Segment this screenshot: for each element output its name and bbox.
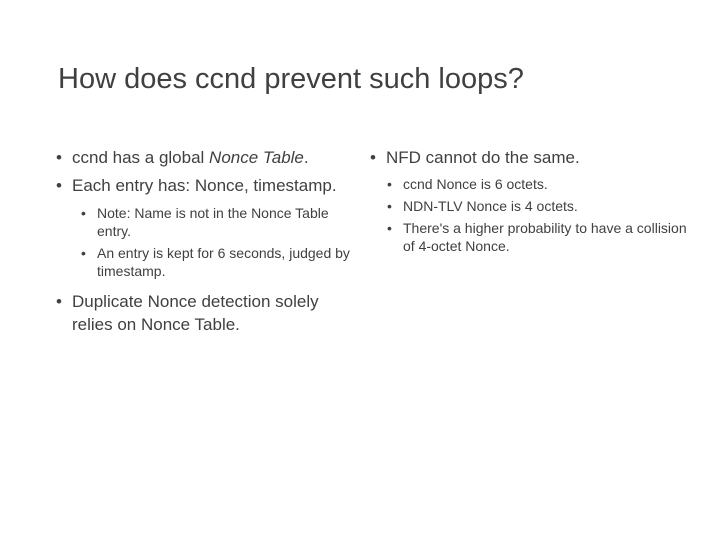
sub-bullet-entry-kept xyxy=(81,244,356,280)
sub-bullet-ccnd-nonce xyxy=(387,175,700,193)
bullet-text-suffix: . xyxy=(303,148,309,167)
bullet-nfd-cannot xyxy=(370,146,700,169)
sub-bullet-text: An entry is kept for 6 seconds, judged by timestamp. xyxy=(97,245,350,279)
sub-bullet-glyph: • xyxy=(387,220,392,236)
sub-bullet-glyph: • xyxy=(387,198,392,214)
bullet-glyph: • xyxy=(56,292,62,311)
bullet-duplicate-detection xyxy=(56,290,356,336)
sub-bullet-glyph: • xyxy=(81,205,86,221)
sub-bullet-text: There's a higher probability to have a collision of 4-octet Nonce. xyxy=(403,220,687,254)
sub-bullet-text: NDN-TLV Nonce is 4 octets. xyxy=(403,198,578,214)
bullet-glyph: • xyxy=(56,176,62,195)
bullet-text: Each entry has: Nonce, timestamp. xyxy=(72,176,337,195)
left-column xyxy=(56,146,356,341)
bullet-text: NFD cannot do the same. xyxy=(386,148,580,167)
sub-bullet-list xyxy=(81,204,356,280)
right-column xyxy=(370,146,700,265)
bullet-text: Duplicate Nonce detection solely relies on Nonce Table. xyxy=(72,292,319,334)
bullet-glyph: • xyxy=(370,148,376,167)
bullet-text-emphasis: Nonce Table xyxy=(209,148,304,167)
sub-bullet-text: Note: Name is not in the Nonce Table entry. xyxy=(97,205,329,239)
sub-bullet-text: ccnd Nonce is 6 octets. xyxy=(403,176,548,192)
sub-bullet-collision-probability xyxy=(387,219,700,255)
sub-bullet-name-not-in-entry xyxy=(81,204,356,240)
bullet-text-prefix: ccnd has a global xyxy=(72,148,210,167)
sub-bullet-glyph: • xyxy=(81,245,86,261)
slide-title: How does ccnd prevent such loops? xyxy=(58,63,524,95)
sub-bullet-list xyxy=(387,175,700,255)
bullet-glyph: • xyxy=(56,148,62,167)
bullet-entry-fields xyxy=(56,174,356,197)
bullet-global-nonce-table xyxy=(56,146,356,169)
sub-bullet-glyph: • xyxy=(387,176,392,192)
sub-bullet-ndn-tlv-nonce xyxy=(387,197,700,215)
